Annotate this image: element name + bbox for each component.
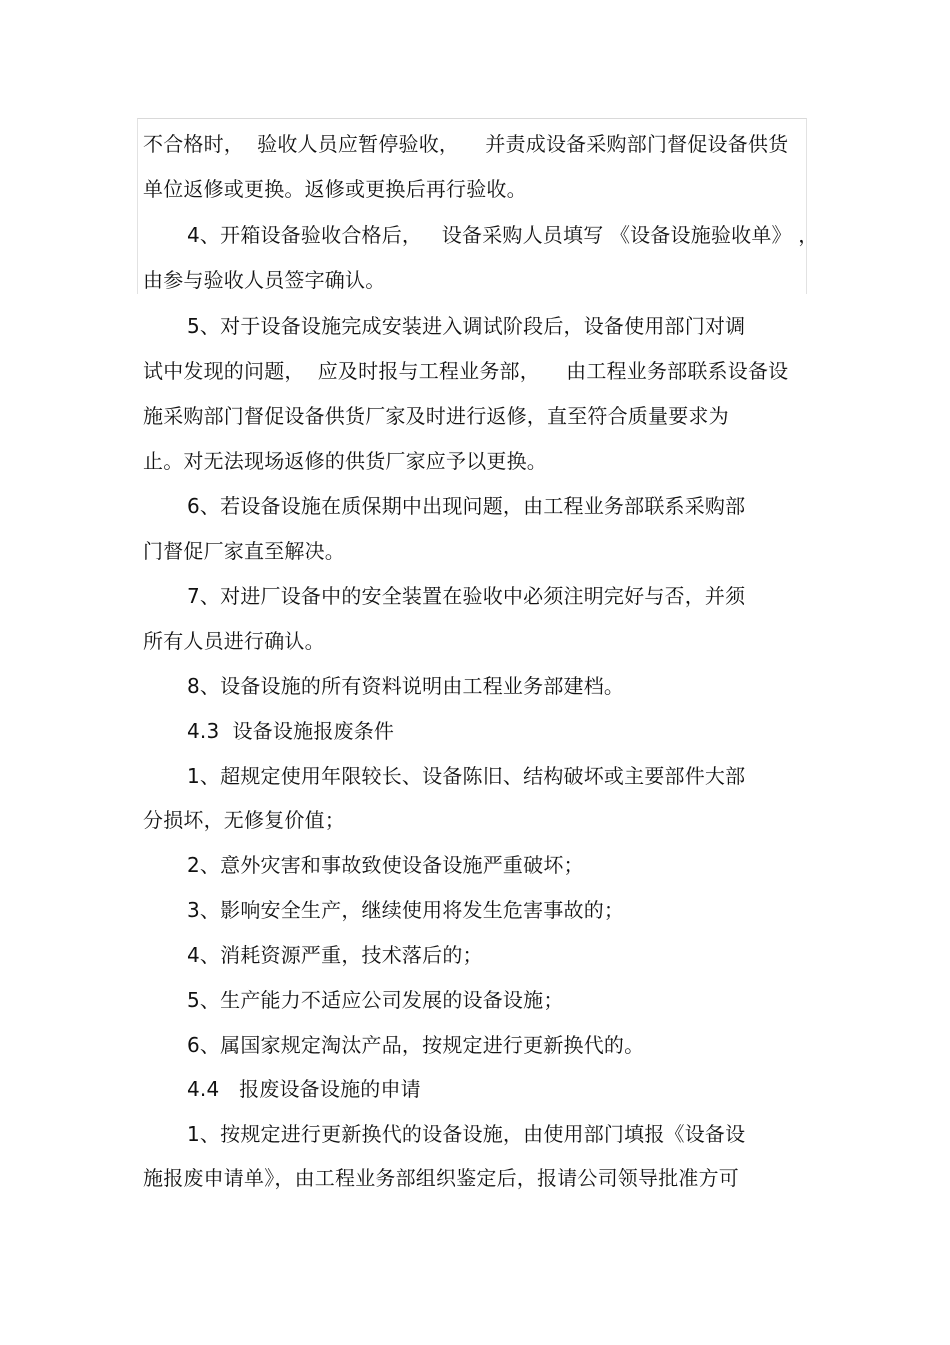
- section-heading: 4.4 报废设备设施的申请: [187, 1077, 421, 1101]
- text-line: 4、消耗资源严重，技术落后的；: [187, 943, 483, 967]
- text-line: 试中发现的问题， 应及时报与工程业务部， 由工程业务部联系设备设: [143, 359, 789, 383]
- text-line: 门督促厂家直至解决。: [143, 539, 345, 563]
- text-line: 由参与验收人员签字确认。: [143, 268, 386, 292]
- text-line: 5、对于设备设施完成安装进入调试阶段后，设备使用部门对调: [187, 314, 746, 338]
- text-line: 止。对无法现场返修的供货厂家应予以更换。: [143, 449, 547, 473]
- text-line: 不合格时， 验收人员应暂停验收， 并责成设备采购部门督促设备供货: [143, 132, 789, 156]
- text-line: 单位返修或更换。返修或更换后再行验收。: [143, 177, 527, 201]
- text-line: 分损坏，无修复价值；: [143, 808, 345, 832]
- text-line: 施采购部门督促设备供货厂家及时进行返修，直至符合质量要求为: [143, 404, 729, 428]
- text-line: 6、若设备设施在质保期中出现问题，由工程业务部联系采购部: [187, 494, 746, 518]
- text-line: 7、对进厂设备中的安全装置在验收中必须注明完好与否，并须: [187, 584, 746, 608]
- text-line: 1、超规定使用年限较长、设备陈旧、结构破坏或主要部件大部: [187, 764, 746, 788]
- text-line: 2、意外灾害和事故致使设备设施严重破坏；: [187, 853, 584, 877]
- text-line: 8、设备设施的所有资料说明由工程业务部建档。: [187, 674, 625, 698]
- text-line: 3、影响安全生产，继续使用将发生危害事故的；: [187, 898, 625, 922]
- text-line: 施报废申请单》，由工程业务部组织鉴定后，报请公司领导批准方可: [143, 1166, 739, 1190]
- text-line: 5、生产能力不适应公司发展的设备设施；: [187, 988, 564, 1012]
- section-heading: 4.3 设备设施报废条件: [187, 719, 395, 743]
- text-line: 所有人员进行确认。: [143, 629, 325, 653]
- text-line: 1、按规定进行更新换代的设备设施，由使用部门填报《设备设: [187, 1122, 746, 1146]
- text-line: 6、属国家规定淘汰产品，按规定进行更新换代的。: [187, 1033, 645, 1057]
- text-line: 4、开箱设备验收合格后， 设备采购人员填写 《设备设施验收单》 ，: [187, 223, 819, 247]
